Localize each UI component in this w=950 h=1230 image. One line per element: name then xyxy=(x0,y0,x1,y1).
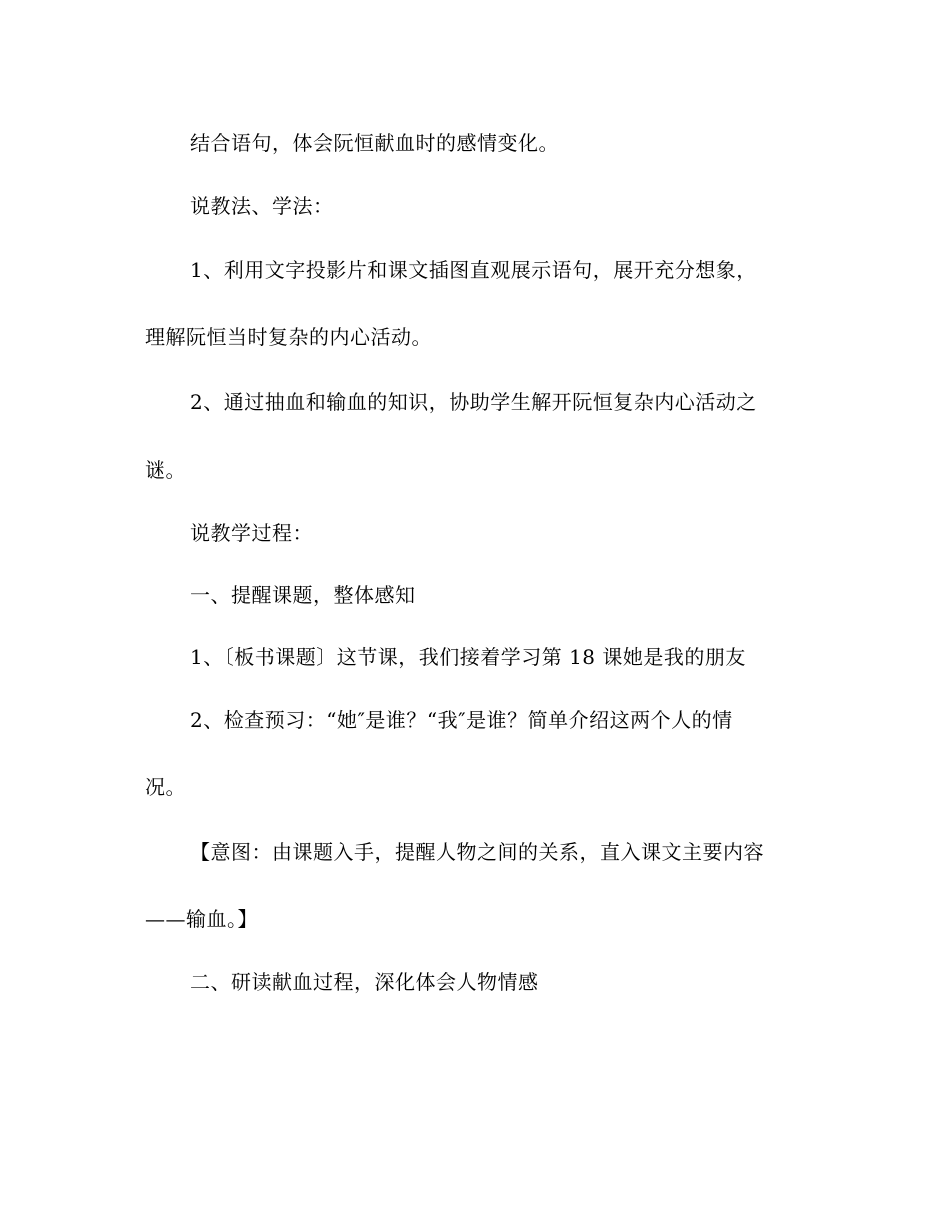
section-heading: 二、研读献血过程，深化体会人物情感 xyxy=(190,970,539,994)
paragraph-line: 理解阮恒当时复杂的内心活动。 xyxy=(145,325,432,349)
paragraph-line: ——输血。】 xyxy=(145,907,258,931)
paragraph-line: 2、检查预习：“她″是谁？“我″是谁？简单介绍这两个人的情 xyxy=(190,708,733,732)
section-heading: 一、提醒课题，整体感知 xyxy=(190,583,416,607)
paragraph-line: 1、〔板书课题〕这节课，我们接着学习第 18 课她是我的朋友 xyxy=(190,645,746,669)
paragraph-line: 况。 xyxy=(145,775,186,799)
paragraph-line: 1、利用文字投影片和课文插图直观展示语句，展开充分想象， xyxy=(190,258,757,282)
paragraph-line: 【意图：由课题入手，提醒人物之间的关系，直入课文主要内容 xyxy=(190,840,764,864)
paragraph-line: 谜。 xyxy=(145,458,186,482)
section-heading: 说教学过程： xyxy=(190,521,313,545)
paragraph-line: 结合语句，体会阮恒献血时的感情变化。 xyxy=(190,131,559,155)
paragraph-line: 2、通过抽血和输血的知识，协助学生解开阮恒复杂内心活动之 xyxy=(190,390,757,414)
section-heading: 说教法、学法： xyxy=(190,194,334,218)
